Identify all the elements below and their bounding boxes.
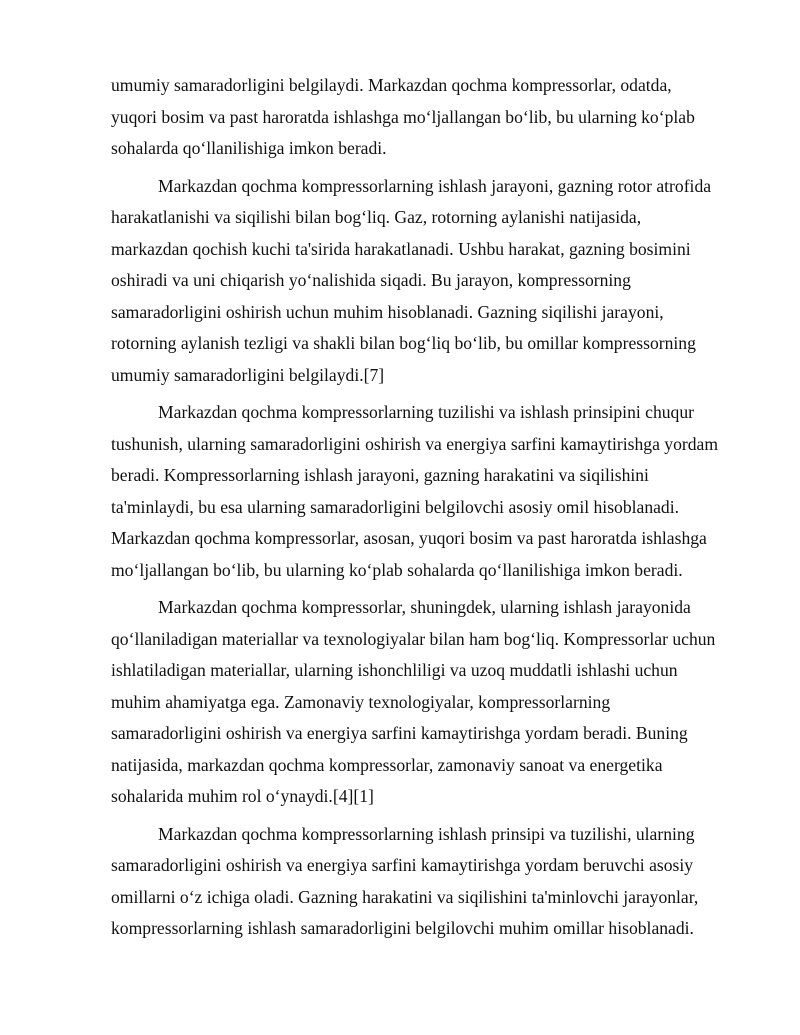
paragraph-line: sohalarda qo‘llanilishiga imkon beradi. xyxy=(111,138,387,158)
paragraph-2 xyxy=(111,171,751,392)
paragraph-line: Markazdan qochma kompressorlar, shuningdek, ularning ishlash jarayonida xyxy=(158,597,691,617)
paragraph-line: samaradorligini oshirish va energiya sarfini kamaytirishga yordam beradi. Buning xyxy=(111,723,688,743)
paragraph-5 xyxy=(111,819,751,945)
paragraph-1 xyxy=(111,70,751,165)
paragraph-4 xyxy=(111,592,751,813)
paragraph-line: omillarni o‘z ichiga oladi. Gazning harakatini va siqilishini ta'minlovchi jarayonlar, xyxy=(111,886,699,907)
paragraph-line: natijasida, markazdan qochma kompressorlar, zamonaviy sanoat va energetika xyxy=(111,754,663,775)
paragraph-line: Markazdan qochma kompressorlar, asosan, yuqori bosim va past haroratda ishlashga xyxy=(111,528,707,548)
paragraph-line: oshiradi va uni chiqarish yo‘nalishida siqadi. Bu jarayon, kompressorning xyxy=(111,270,631,290)
paragraph-3 xyxy=(111,397,751,586)
paragraph-line: sohalarida muhim rol o‘ynaydi.[4][1] xyxy=(111,786,374,806)
paragraph-line: harakatlanishi va siqilishi bilan bog‘liq. Gaz, rotorning aylanishi natijasida, xyxy=(111,207,642,227)
paragraph-line: umumiy samaradorligini belgilaydi.[7] xyxy=(111,364,385,385)
paragraph-line: Markazdan qochma kompressorlarning tuzilishi va ishlash prinsipini chuqur xyxy=(158,402,695,422)
paragraph-line: samaradorligini oshirish va energiya sarfini kamaytirishga yordam beruvchi asosiy xyxy=(111,855,694,875)
paragraph-line: markazdan qochish kuchi ta'sirida harakatlanadi. Ushbu harakat, gazning bosimini xyxy=(111,238,691,259)
paragraph-line: umumiy samaradorligini belgilaydi. Markazdan qochma kompressorlar, odatda, xyxy=(111,75,672,95)
paragraph-line: ishlatiladigan materiallar, ularning ishonchliligi va uzoq muddatli ishlashi uchun xyxy=(111,660,678,680)
paragraph-line: kompressorlarning ishlash samaradorligini belgilovchi muhim omillar hisoblanadi. xyxy=(111,918,694,938)
paragraph-line: ta'minlaydi, bu esa ularning samaradorligini belgilovchi asosiy omil hisoblanadi. xyxy=(111,496,680,517)
paragraph-line: beradi. Kompressorlarning ishlash jarayoni, gazning harakatini va siqilishini xyxy=(111,465,649,485)
body-text xyxy=(111,70,751,951)
paragraph-line: tushunish, ularning samaradorligini oshirish va energiya sarfini kamaytirishga yordam xyxy=(111,433,719,454)
paragraph-line: rotorning aylanish tezligi va shakli bilan bog‘liq bo‘lib, bu omillar kompressorning xyxy=(111,333,696,353)
paragraph-line: mo‘ljallangan bo‘lib, bu ularning ko‘plab sohalarda qo‘llanilishiga imkon beradi. xyxy=(111,559,683,580)
paragraph-line: yuqori bosim va past haroratda ishlashga mo‘ljallangan bo‘lib, bu ularning ko‘plab xyxy=(111,106,695,127)
paragraph-line: samaradorligini oshirish uchun muhim hisoblanadi. Gazning siqilishi jarayoni, xyxy=(111,301,664,322)
paragraph-line: qo‘llaniladigan materiallar va texnologiyalar bilan ham bog‘liq. Kompressorlar uchun xyxy=(111,628,716,649)
paragraph-line: Markazdan qochma kompressorlarning ishlash jarayoni, gazning rotor atrofida xyxy=(158,175,712,196)
paragraph-line: muhim ahamiyatga ega. Zamonaviy texnologiyalar, kompressorlarning xyxy=(111,691,611,712)
paragraph-line: Markazdan qochma kompressorlarning ishlash prinsipi va tuzilishi, ularning xyxy=(158,823,695,844)
